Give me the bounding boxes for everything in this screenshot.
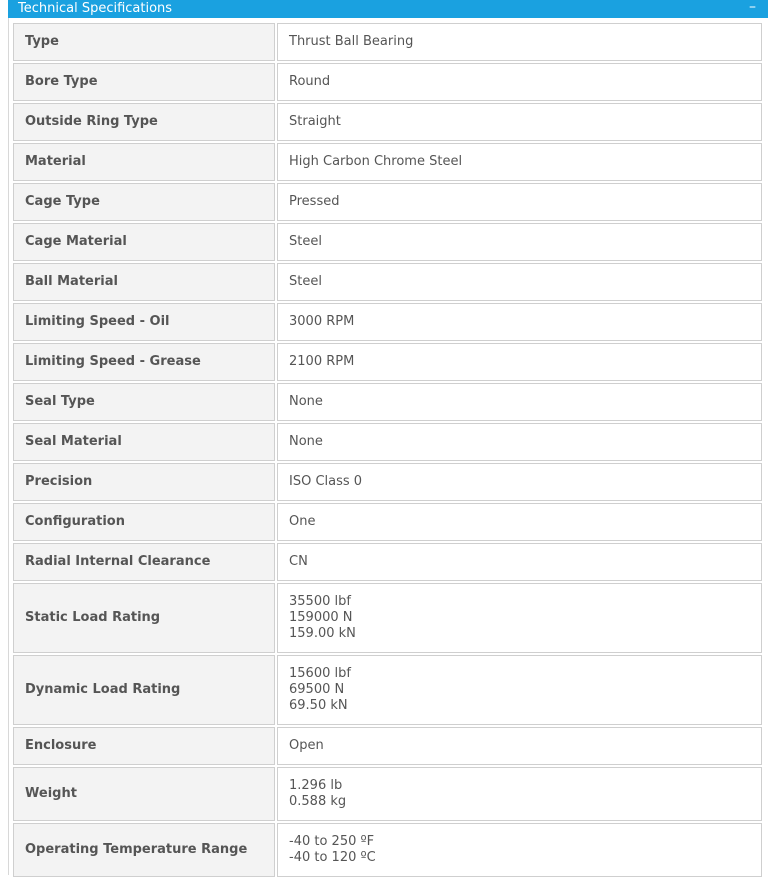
spec-value <box>277 103 762 141</box>
spec-value-line: 35500 lbf <box>289 594 351 609</box>
spec-value-line: -40 to 250 ºF <box>289 834 375 849</box>
spec-row <box>13 263 762 301</box>
spec-label: Operating Temperature Range <box>13 823 275 877</box>
spec-value <box>277 655 762 725</box>
spec-label: Outside Ring Type <box>13 103 275 141</box>
spec-row <box>13 23 762 61</box>
spec-row <box>13 503 762 541</box>
spec-value <box>277 503 762 541</box>
spec-value <box>277 383 762 421</box>
spec-value <box>277 463 762 501</box>
spec-label: Static Load Rating <box>13 583 275 653</box>
spec-value-line: Thrust Ball Bearing <box>289 34 414 49</box>
spec-value-line: 69500 N <box>289 682 345 697</box>
spec-label: Cage Type <box>13 183 275 221</box>
spec-label: Radial Internal Clearance <box>13 543 275 581</box>
spec-value-line: Straight <box>289 114 341 129</box>
spec-value-line: ISO Class 0 <box>289 474 363 489</box>
spec-label: Seal Type <box>13 383 275 421</box>
spec-value <box>277 767 762 821</box>
spec-row <box>13 183 762 221</box>
spec-label: Material <box>13 143 275 181</box>
spec-value <box>277 223 762 261</box>
spec-value-line: Open <box>289 738 324 753</box>
spec-value-line: 2100 RPM <box>289 354 355 369</box>
spec-value-line: 159000 N <box>289 610 353 625</box>
spec-label: Type <box>13 23 275 61</box>
spec-row <box>13 655 762 725</box>
spec-value-line: 3000 RPM <box>289 314 355 329</box>
spec-label: Precision <box>13 463 275 501</box>
spec-row <box>13 343 762 381</box>
spec-label: Bore Type <box>13 63 275 101</box>
spec-value <box>277 63 762 101</box>
spec-row <box>13 423 762 461</box>
spec-label: Seal Material <box>13 423 275 461</box>
spec-row <box>13 223 762 261</box>
spec-value-line: None <box>289 434 323 449</box>
spec-row <box>13 727 762 765</box>
spec-value <box>277 303 762 341</box>
collapse-icon[interactable]: – <box>749 0 756 15</box>
specs-title: Technical Specifications <box>18 1 173 16</box>
spec-value-line: Steel <box>289 234 322 249</box>
spec-value <box>277 543 762 581</box>
spec-value-line: High Carbon Chrome Steel <box>289 154 463 169</box>
spec-value-line: -40 to 120 ºC <box>289 850 376 865</box>
spec-label: Dynamic Load Rating <box>13 655 275 725</box>
specs-table <box>11 21 764 879</box>
spec-label: Ball Material <box>13 263 275 301</box>
spec-value-line: CN <box>289 554 308 569</box>
spec-row <box>13 463 762 501</box>
spec-label: Limiting Speed - Oil <box>13 303 275 341</box>
spec-value <box>277 143 762 181</box>
spec-value <box>277 343 762 381</box>
spec-value <box>277 583 762 653</box>
spec-row <box>13 143 762 181</box>
spec-row <box>13 103 762 141</box>
spec-row <box>13 767 762 821</box>
spec-value-line: 15600 lbf <box>289 666 351 681</box>
spec-label: Limiting Speed - Grease <box>13 343 275 381</box>
spec-value-line: 69.50 kN <box>289 698 348 713</box>
spec-row <box>13 303 762 341</box>
spec-value <box>277 183 762 221</box>
spec-value <box>277 263 762 301</box>
spec-label: Cage Material <box>13 223 275 261</box>
specs-header[interactable] <box>8 0 768 18</box>
spec-value <box>277 823 762 877</box>
spec-value <box>277 727 762 765</box>
spec-row <box>13 383 762 421</box>
spec-row <box>13 543 762 581</box>
spec-label: Configuration <box>13 503 275 541</box>
spec-value-line: Pressed <box>289 194 340 209</box>
spec-row <box>13 583 762 653</box>
spec-value-line: Round <box>289 74 331 89</box>
spec-value <box>277 423 762 461</box>
spec-value-line: 0.588 kg <box>289 794 347 809</box>
spec-value-line: None <box>289 394 323 409</box>
spec-label: Weight <box>13 767 275 821</box>
spec-value-line: 1.296 lb <box>289 778 343 793</box>
spec-row <box>13 63 762 101</box>
spec-label: Enclosure <box>13 727 275 765</box>
spec-value-line: One <box>289 514 316 529</box>
spec-value <box>277 23 762 61</box>
spec-value-line: 159.00 kN <box>289 626 356 641</box>
spec-row <box>13 823 762 877</box>
spec-value-line: Steel <box>289 274 322 289</box>
